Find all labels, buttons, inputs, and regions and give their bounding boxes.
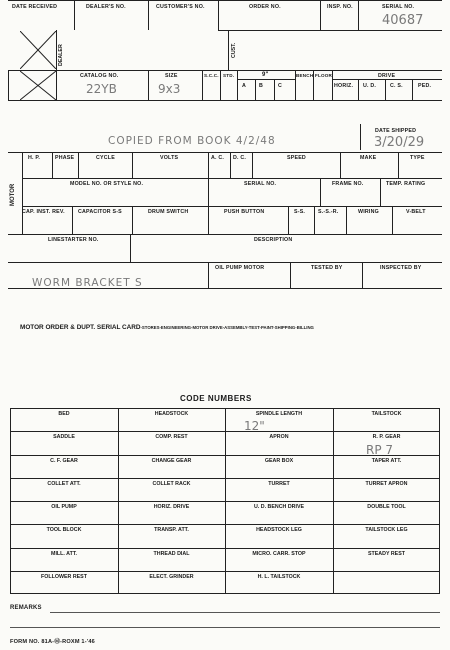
card-title (20, 316, 314, 334)
ssr-label: S.-S.-R. (318, 209, 339, 215)
wiring-label: WIRING (358, 209, 379, 215)
ud-label: U. D. (363, 83, 377, 89)
catalog-cross-box (20, 71, 56, 100)
temp-rating-label: TEMP. RATING (386, 181, 426, 187)
tested-by-label: TESTED BY (311, 265, 343, 271)
code-cell: TAILSTOCK (371, 411, 402, 417)
cs-label: C. S. (390, 83, 403, 89)
motor-side-label: MOTOR (10, 183, 16, 206)
bench-label: BENCH (296, 73, 314, 78)
insp-no-label: INSP. NO. (327, 4, 353, 10)
model-label: MODEL NO. OR STYLE NO. (70, 181, 144, 187)
card-title-departments: -STORES-ENGINEERING-MOTOR DRIVE-ASSEMBLY-TEST-PAINT-SHIPPING-BILLING (140, 325, 314, 330)
serial-value: 40687 (382, 13, 424, 28)
drum-switch-label: DRUM SWITCH (148, 209, 189, 215)
scc-label: S.C.C. (204, 73, 219, 78)
date-shipped-label: DATE SHIPPED (375, 128, 417, 134)
code-cell: C. F. GEAR (50, 457, 78, 464)
cap-inst-label: CAP. INST. REV. (22, 209, 65, 215)
phase-label: PHASE (55, 155, 75, 161)
push-button-label: PUSH BUTTON (224, 209, 265, 215)
c-label: C (278, 83, 283, 89)
catalog-no-label: CATALOG NO. (80, 73, 119, 79)
catalog-value: 22YB (86, 82, 117, 96)
std-label: STD. (223, 73, 235, 78)
code-cell: TRANSP. ATT. (154, 527, 189, 534)
make-label: MAKE (360, 155, 377, 161)
code-cell: COLLET RACK (152, 480, 191, 487)
code-cell: TAILSTOCK LEG (365, 527, 408, 534)
floor-label: FLOOR (315, 73, 333, 78)
code-cell: R. P. GEAR (372, 434, 401, 441)
code-cell: H. L. TAILSTOCK (257, 573, 301, 580)
copied-from-book-note: COPIED FROM BOOK 4/2/48 (108, 135, 276, 147)
code-cell: HEADSTOCK LEG (256, 527, 302, 534)
size-value: 9x3 (158, 82, 181, 96)
code-cell: TURRET (268, 480, 290, 487)
b-label: B (259, 83, 264, 89)
vbelt-label: V-BELT (406, 209, 426, 215)
volts-label: VOLTS (160, 155, 179, 161)
form-number: FORM NO. 81A-Ⓜ-ROXM 1-'46 (10, 639, 95, 645)
ss-label: S-S. (294, 209, 306, 215)
speed-label: SPEED (287, 155, 306, 161)
code-cell: SADDLE (53, 434, 75, 441)
code-cell: BED (58, 411, 70, 417)
code-cell: HEADSTOCK (154, 411, 189, 417)
code-cell: CHANGE GEAR (151, 457, 192, 464)
cust-label: CUST. (231, 42, 237, 58)
rp-gear-value: RP 7 (366, 443, 394, 457)
code-cell: ELECT. GRINDER (149, 573, 194, 580)
cycle-label: CYCLE (96, 155, 115, 161)
date-shipped-value: 3/20/29 (374, 135, 425, 150)
spindle-length-value: 12" (244, 419, 265, 433)
linestarter-label: LINESTARTER NO. (48, 237, 99, 243)
code-cell: OIL PUMP (51, 504, 77, 510)
capacitor-label: CAPACITOR S-S (78, 209, 122, 215)
code-cell: MILL. ATT. (51, 550, 77, 557)
oil-pump-motor-label: OIL PUMP MOTOR (215, 265, 265, 271)
size-label: SIZE (165, 73, 178, 79)
dealer-cross-box (20, 31, 56, 69)
ped-label: PED. (418, 83, 432, 89)
code-cell: DOUBLE TOOL (367, 504, 406, 510)
code-cell: COLLET ATT. (47, 480, 81, 487)
serial-no-label: SERIAL NO. (382, 4, 415, 10)
code-cell: U. D. BENCH DRIVE (253, 504, 305, 510)
nine-inch-label: 9" (262, 72, 269, 78)
code-cell: HORIZ. DRIVE (153, 504, 190, 510)
dc-label: D. C. (233, 155, 247, 161)
worm-bracket-note: WORM BRACKET S (32, 277, 143, 289)
code-cell: TOOL BLOCK (46, 527, 82, 534)
card-title-main: MOTOR ORDER & DUPT. SERIAL CARD (20, 324, 141, 331)
code-cell: STEADY REST (368, 550, 405, 557)
description-label: DESCRIPTION (254, 237, 293, 243)
a-label: A (242, 83, 247, 89)
horiz-label: HORIZ. (334, 83, 354, 89)
hp-label: H. P. (28, 155, 41, 161)
code-cell: TURRET APRON (365, 480, 408, 487)
type-label: TYPE (410, 155, 425, 161)
ac-label: A. C. (211, 155, 225, 161)
code-cell: FOLLOWER REST (41, 573, 87, 580)
drive-label: DRIVE (378, 73, 396, 79)
code-cell: APRON (269, 434, 289, 441)
date-received-label: DATE RECEIVED (12, 4, 58, 10)
inspected-by-label: INSPECTED BY (380, 265, 422, 271)
dealer-label: DEALER (58, 44, 64, 66)
customers-no-label: CUSTOMER'S NO. (156, 4, 205, 10)
order-no-label: ORDER NO. (249, 4, 281, 10)
code-cell: MICRO. CARR. STOP (252, 550, 306, 557)
code-cell: GEAR BOX (264, 457, 294, 464)
code-numbers-title: CODE NUMBERS (180, 394, 252, 403)
remarks-label: REMARKS (10, 605, 42, 611)
motor-serial-label: SERIAL NO. (244, 181, 277, 187)
code-cell: SPINDLE LENGTH (255, 411, 303, 417)
code-cell: THREAD DIAL (153, 550, 190, 557)
code-cell: COMP. REST (155, 434, 188, 441)
frame-label: FRAME NO. (332, 181, 364, 187)
dealers-no-label: DEALER'S NO. (86, 4, 126, 10)
code-cell: TAPER ATT. (371, 457, 402, 464)
